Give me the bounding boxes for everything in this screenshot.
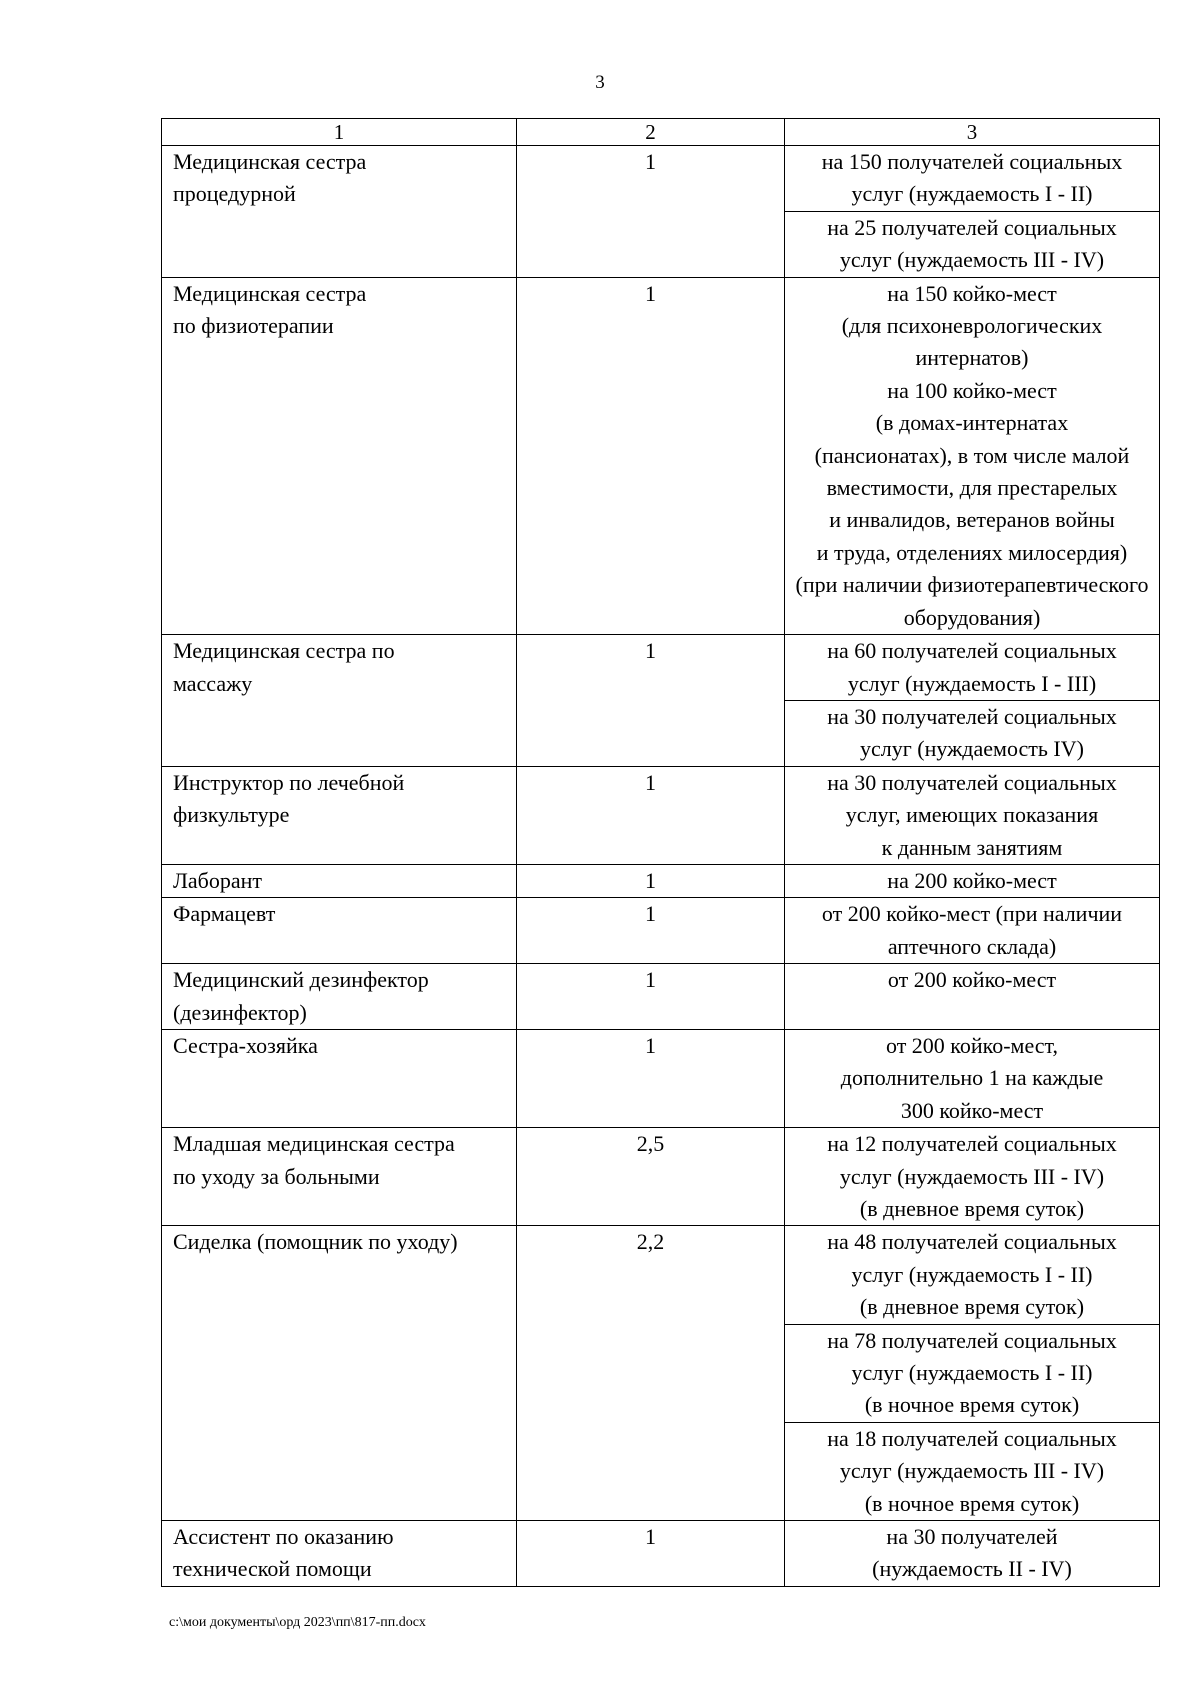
table-row [162, 766, 1160, 864]
position-cell: Фармацевт [162, 898, 517, 964]
table-row [162, 964, 1160, 1030]
norm-cell: от 200 койко-мест (при наличии аптечного склада) [785, 898, 1160, 964]
staffing-table [161, 118, 1160, 1587]
column-header: 3 [785, 119, 1160, 146]
norm-cell: от 200 койко-мест, дополнительно 1 на каждые 300 койко-мест [785, 1029, 1160, 1127]
table-body [162, 146, 1160, 1587]
norm-cell: на 30 получателей (нуждаемость II - IV) [785, 1521, 1160, 1587]
column-header: 2 [517, 119, 785, 146]
quantity-cell: 1 [517, 1029, 785, 1127]
quantity-cell: 1 [517, 864, 785, 897]
norm-cell: на 30 получателей социальных услуг (нуждаемость IV) [785, 700, 1160, 766]
position-cell: Младшая медицинская сестра по уходу за больными [162, 1128, 517, 1226]
quantity-cell: 1 [517, 766, 785, 864]
quantity-cell: 1 [517, 635, 785, 767]
table-header-row [162, 119, 1160, 146]
quantity-cell: 2,5 [517, 1128, 785, 1226]
table-row [162, 635, 1160, 701]
norm-cell: на 12 получателей социальных услуг (нуждаемость III - IV) (в дневное время суток) [785, 1128, 1160, 1226]
table-row [162, 1226, 1160, 1324]
quantity-cell: 1 [517, 898, 785, 964]
norm-cell: на 78 получателей социальных услуг (нуждаемость I - II) (в ночное время суток) [785, 1324, 1160, 1422]
quantity-cell: 1 [517, 146, 785, 278]
table-row [162, 146, 1160, 212]
norm-cell: на 200 койко-мест [785, 864, 1160, 897]
position-cell: Ассистент по оказанию технической помощи [162, 1521, 517, 1587]
norm-cell: от 200 койко-мест [785, 964, 1160, 1030]
position-cell: Сестра-хозяйка [162, 1029, 517, 1127]
quantity-cell: 1 [517, 964, 785, 1030]
norm-cell: на 30 получателей социальных услуг, имеющих показания к данным занятиям [785, 766, 1160, 864]
norm-cell: на 18 получателей социальных услуг (нуждаемость III - IV) (в ночное время суток) [785, 1422, 1160, 1520]
position-cell: Медицинский дезинфектор (дезинфектор) [162, 964, 517, 1030]
quantity-cell: 1 [517, 1521, 785, 1587]
table-row [162, 277, 1160, 634]
table-row [162, 1029, 1160, 1127]
table-row [162, 1128, 1160, 1226]
norm-cell: на 150 койко-мест (для психоневрологических интернатов) на 100 койко-мест (в домах-интернатах (пансионатах), в том числе малой вместимости, для престарелых и инвалидов, ветеранов войны и труда, отделениях милосердия) (при наличии физиотерапевтического оборудования) [785, 277, 1160, 634]
position-cell: Медицинская сестра по физиотерапии [162, 277, 517, 634]
norm-cell: на 25 получателей социальных услуг (нуждаемость III - IV) [785, 211, 1160, 277]
position-cell: Лаборант [162, 864, 517, 897]
norm-cell: на 48 получателей социальных услуг (нуждаемость I - II) (в дневное время суток) [785, 1226, 1160, 1324]
position-cell: Медицинская сестра процедурной [162, 146, 517, 278]
table-row [162, 1521, 1160, 1587]
table-row [162, 898, 1160, 964]
position-cell: Медицинская сестра по массажу [162, 635, 517, 767]
table-row [162, 864, 1160, 897]
position-cell: Инструктор по лечебной физкультуре [162, 766, 517, 864]
position-cell: Сиделка (помощник по уходу) [162, 1226, 517, 1521]
quantity-cell: 1 [517, 277, 785, 634]
file-path-footer: c:\мои документы\орд 2023\пп\817-пп.docx [169, 1615, 426, 1630]
column-header: 1 [162, 119, 517, 146]
norm-cell: на 150 получателей социальных услуг (нуждаемость I - II) [785, 146, 1160, 212]
quantity-cell: 2,2 [517, 1226, 785, 1521]
norm-cell: на 60 получателей социальных услуг (нуждаемость I - III) [785, 635, 1160, 701]
page-number: 3 [595, 72, 605, 93]
